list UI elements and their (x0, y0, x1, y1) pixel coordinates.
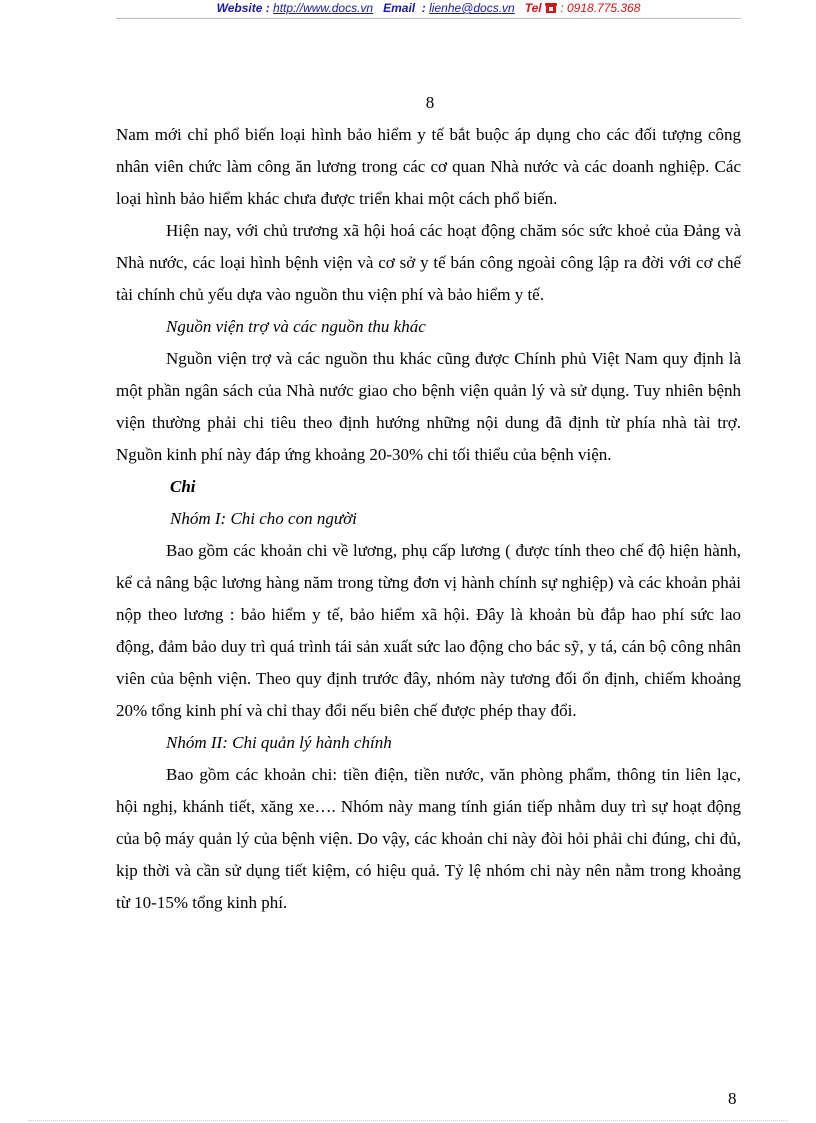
email-label: Email (383, 1, 416, 15)
paragraph: Nguồn viện trợ và các nguồn thu khác cũng được Chính phủ Việt Nam quy định là một phần ngân sách của Nhà nước giao cho bệnh viện quản lý và sử dụng. Tuy nhiên bệnh viện thường phải chi tiêu theo định hướng những nội dung đã định từ phía nhà tài trợ. Nguồn kinh phí này đáp ứng khoảng 20-30% chi tối thiểu của bệnh viện. (116, 349, 741, 464)
page-header (116, 0, 741, 19)
paragraph: Hiện nay, với chủ trương xã hội hoá các hoạt động chăm sóc sức khoẻ của Đảng và Nhà nước, các loại hình bệnh viện và cơ sở y tế bán công ngoài công lập ra đời với cơ chế tài chính chủ yếu dựa vào nguồn thu viện phí và bảo hiểm y tế. (116, 221, 741, 304)
phone-icon (545, 3, 557, 13)
group-heading-2: Nhóm II: Chi quản lý hành chính (166, 733, 392, 752)
website-label: Website : (216, 1, 270, 15)
paragraph: Nam mới chỉ phổ biến loại hình bảo hiểm y tế bắt buộc áp dụng cho các đối tượng công nhân viên chức làm công ăn lương trong các cơ quan Nhà nước và các doanh nghiệp. Các loại hình bảo hiểm khác chưa được triển khai một cách phổ biến. (116, 125, 741, 208)
email-separator: : (421, 1, 426, 15)
paragraph: Bao gồm các khoản chi về lương, phụ cấp lương ( được tính theo chế độ hiện hành, kể cả nâng bậc lương hàng năm trong từng đơn vị hành chính sự nghiệp) và các khoản phải nộp theo lương : bảo hiểm y tế, bảo hiểm xã hội. Đây là khoản bù đắp hao phí sức lao động, đảm bảo duy trì quá trình tái sản xuất sức lao động cho bác sỹ, y tá, cán bộ công nhân viên của bệnh viện. Theo quy định trước đây, nhóm này tương đối ổn định, chiếm khoảng 20% tổng kinh phí và chỉ thay đổi nếu biên chế được phép thay đổi. (116, 541, 741, 720)
page-number-bottom: 8 (728, 1089, 737, 1108)
page-number-top: 8 (425, 93, 435, 112)
document-body (116, 119, 741, 919)
tel-label: Tel (524, 1, 542, 15)
group-heading-1: Nhóm I: Chi cho con người (170, 509, 357, 528)
email-link[interactable]: lienhe@docs.vn (429, 1, 515, 15)
website-link[interactable]: http://www.docs.vn (273, 1, 374, 15)
paragraph: Bao gồm các khoản chi: tiền điện, tiền nước, văn phòng phẩm, thông tin liên lạc, hội nghị, khánh tiết, xăng xe…. Nhóm này mang tính gián tiếp nhằm duy trì sự hoạt động của bộ máy quản lý của bệnh viện. Do vậy, các khoản chi này đòi hỏi phải chi đúng, chi đủ, kịp thời và cần sử dụng tiết kiệm, có hiệu quả. Tỷ lệ nhóm chi này nên nằm trong khoảng từ 10-15% tổng kinh phí. (116, 765, 741, 912)
phone-number: : 0918.775.368 (560, 1, 641, 15)
footer-divider (28, 1120, 788, 1121)
section-heading-aid: Nguồn viện trợ và các nguồn thu khác (166, 317, 426, 336)
section-heading-chi: Chi (170, 477, 196, 496)
